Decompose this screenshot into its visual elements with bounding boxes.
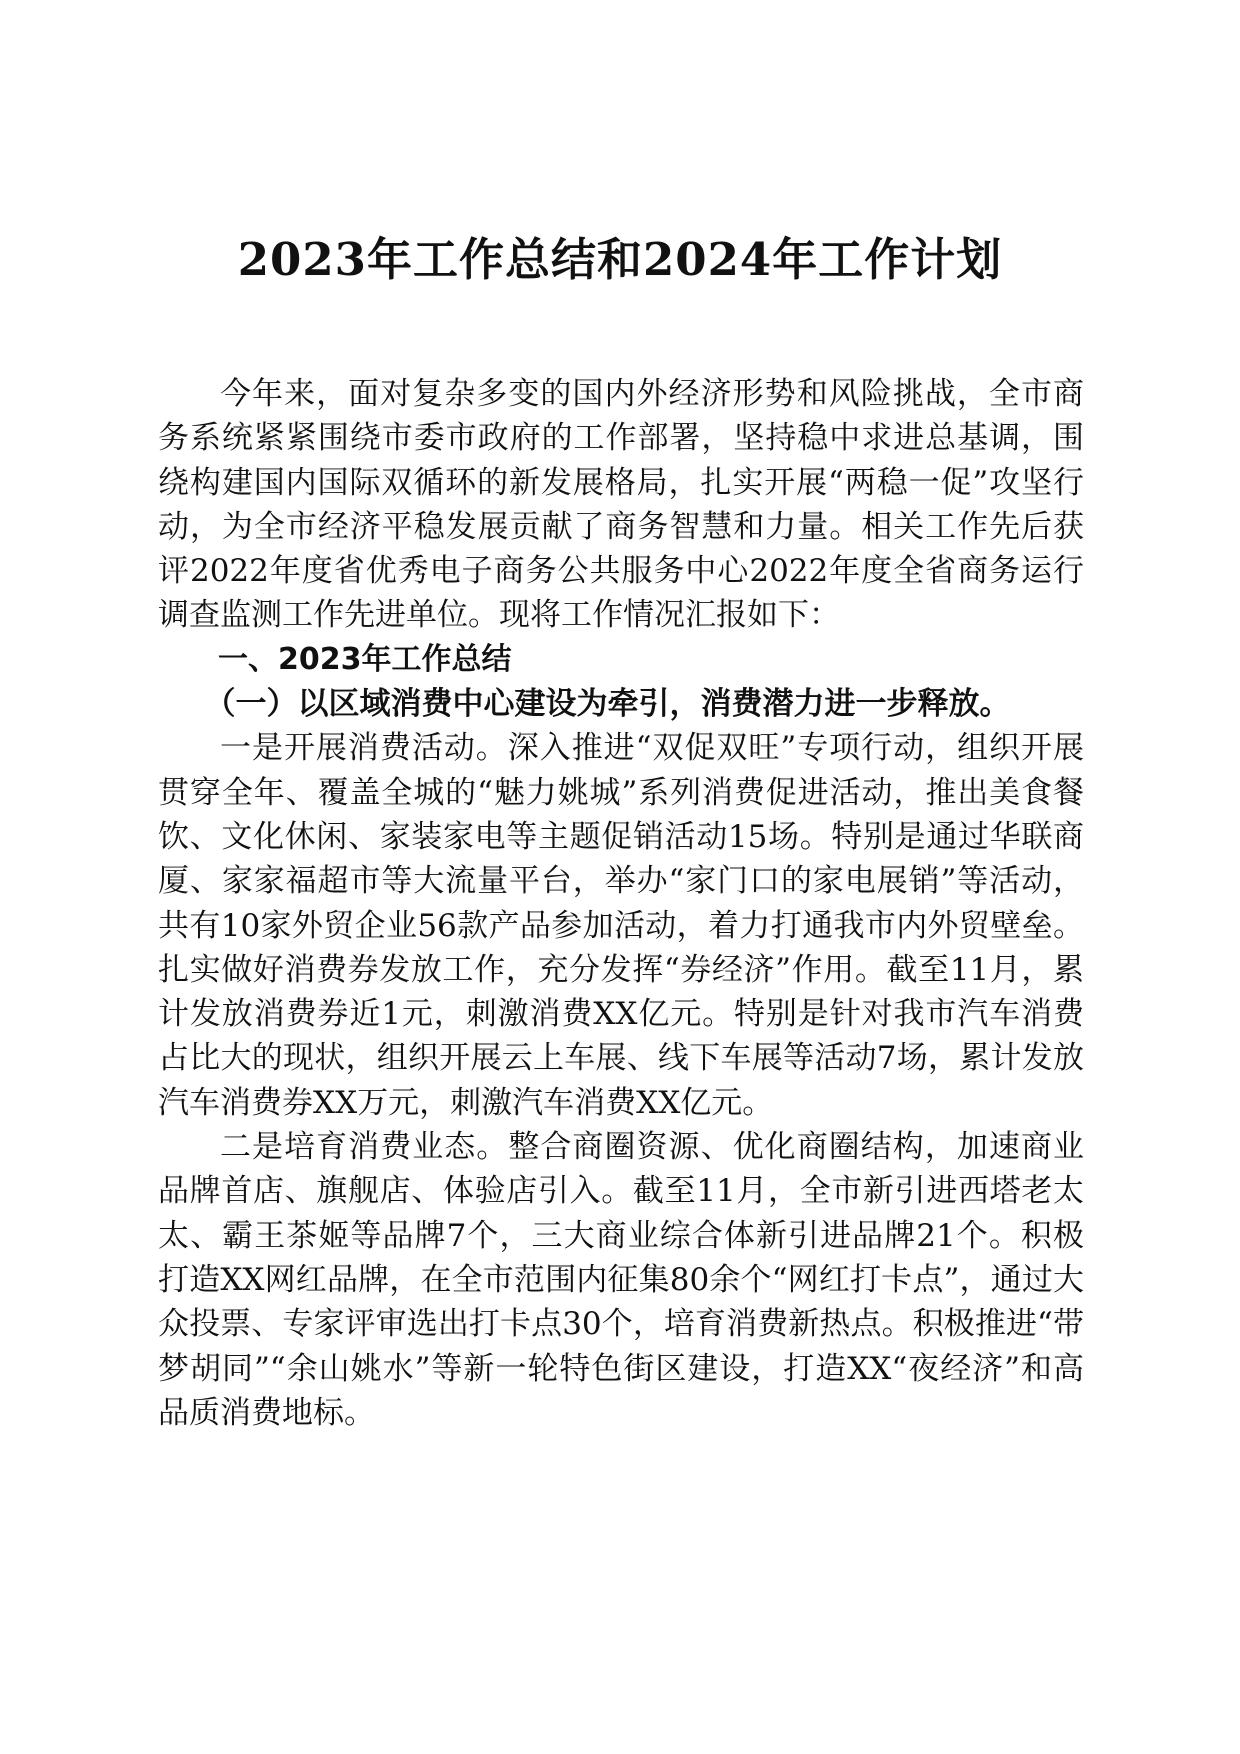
intro-paragraph: 今年来，面对复杂多变的国内外经济形势和风险挑战，全市商务系统紧紧围绕市委市政府的工作部署，坚持稳中求进总基调，围绕构建国内国际双循环的新发展格局，扎实开展“两稳一促”攻坚行动，为全市经济平稳发展贡献了商务智慧和力量。相关工作先后获评2022年度省优秀电子商务公共服务中心2022年度全省商务运行调查监测工作先进单位。现将工作情况汇报如下： (158, 376, 1084, 634)
section-heading: 一、2023年工作总结 (218, 641, 512, 677)
document-body (158, 372, 1084, 1435)
body-paragraph: 二是培育消费业态。整合商圈资源、优化商圈结构，加速商业品牌首店、旗舰店、体验店引入。截至11月，全市新引进西塔老太太、霸王茶姬等品牌7个，三大商业综合体新引进品牌21个。积极打造XX网红品牌，在全市范围内征集80余个“网红打卡点”，通过大众投票、专家评审选出打卡点30个，培育消费新热点。积极推进“带梦胡同”“余山姚水”等新一轮特色街区建设，打造XX“夜经济”和高品质消费地标。 (158, 1129, 1084, 1431)
body-paragraph: 一是开展消费活动。深入推进“双促双旺”专项行动，组织开展贯穿全年、覆盖全城的“魅力姚城”系列消费促进活动，推出美食餐饮、文化休闲、家装家电等主题促销活动15场。特别是通过华联商厦、家家福超市等大流量平台，举办“家门口的家电展销”等活动，共有10家外贸企业56款产品参加活动，着力打通我市内外贸壁垒。扎实做好消费券发放工作，充分发挥“券经济”作用。截至11月，累计发放消费券近1元，刺激消费XX亿元。特别是针对我市汽车消费占比大的现状，组织开展云上车展、线下车展等活动7场，累计发放汽车消费券XX万元，刺激汽车消费XX亿元。 (158, 730, 1084, 1121)
subsection-heading: （一）以区域消费中心建设为牵引，消费潜力进一步释放。 (204, 686, 1011, 723)
document-title: 2023年工作总结和2024年工作计划 (237, 233, 1003, 286)
